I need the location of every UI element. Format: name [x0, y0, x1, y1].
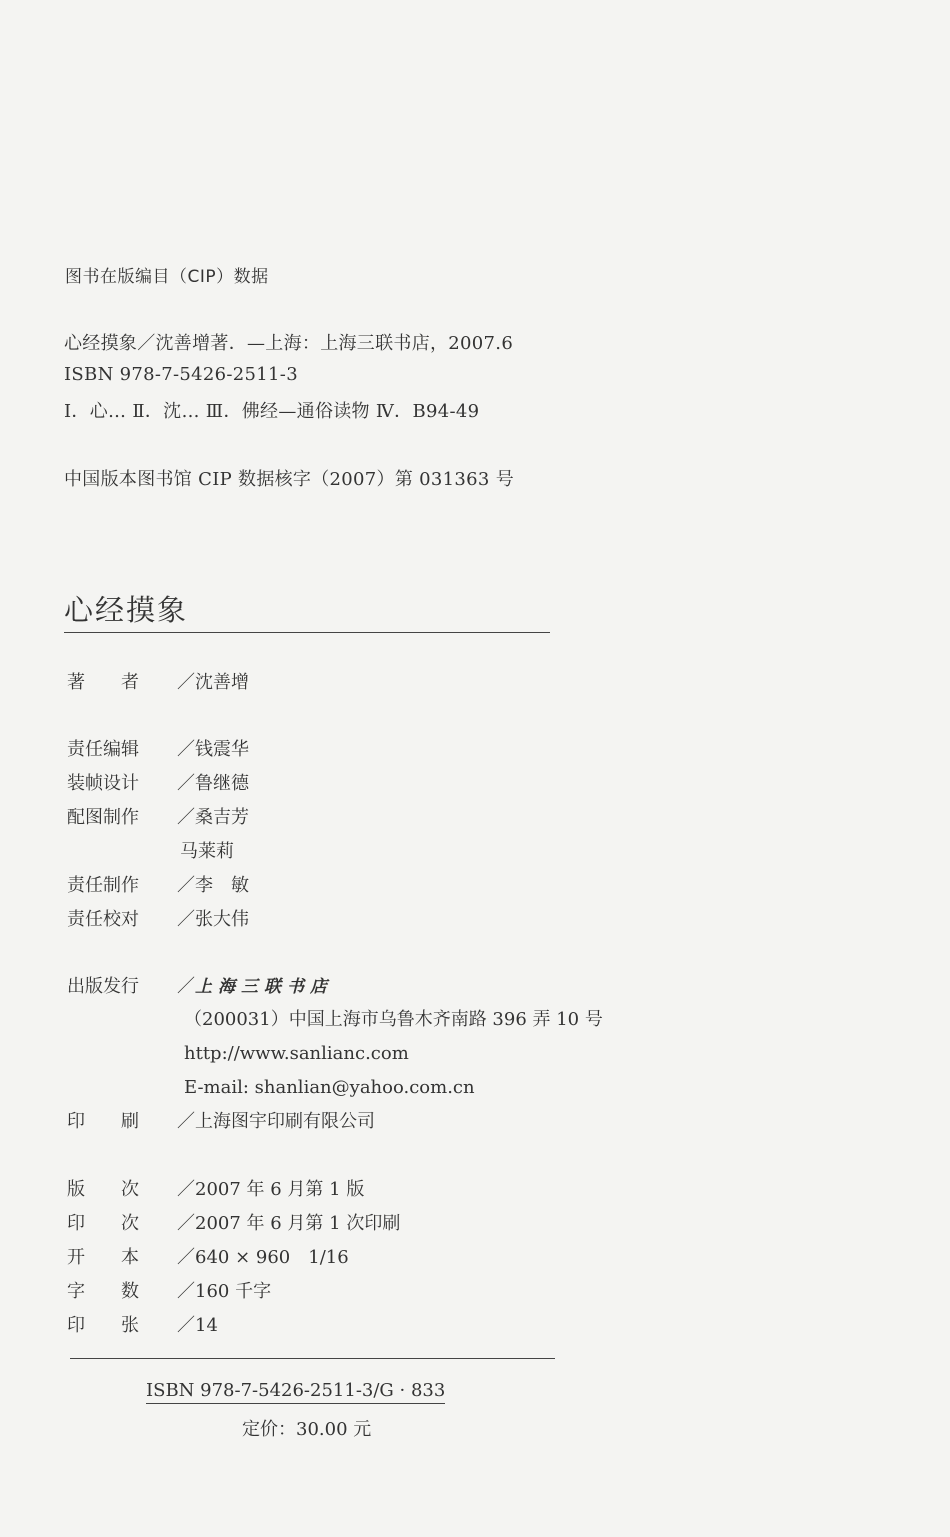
proof-value: 张大伟 — [195, 909, 249, 930]
illustration-row — [67, 806, 249, 830]
sheets-row — [67, 1314, 218, 1338]
illustration-value-2: 马莱莉 — [180, 841, 234, 862]
title-block — [64, 592, 550, 633]
cip-heading: 图书在版编目（CIP）数据 — [65, 267, 269, 287]
format-value: 640 × 960 1/16 — [195, 1247, 349, 1268]
printer-label: 印 刷 — [67, 1111, 139, 1132]
publisher-row — [67, 975, 333, 999]
separator: ／ — [177, 1213, 195, 1234]
separator: ／ — [177, 773, 195, 794]
separator: ／ — [177, 1179, 195, 1200]
words-label: 字 数 — [67, 1281, 139, 1302]
footer-isbn: ISBN 978-7-5426-2511-3/G · 833 — [146, 1380, 445, 1404]
words-row — [67, 1280, 271, 1304]
author-row — [67, 671, 249, 695]
footer-price: 定价：30.00 元 — [242, 1419, 372, 1440]
design-label: 装帧设计 — [67, 773, 139, 794]
edition-value: 2007 年 6 月第 1 版 — [195, 1179, 365, 1200]
cip-line-classification: Ⅰ．心… Ⅱ．沈… Ⅲ．佛经—通俗读物 Ⅳ．B94-49 — [64, 401, 480, 422]
bottom-divider — [70, 1358, 555, 1359]
edition-label: 版 次 — [67, 1179, 139, 1200]
publisher-logo: 上海三联书店 — [195, 977, 333, 997]
separator: ／ — [177, 1281, 195, 1302]
sheets-value: 14 — [195, 1315, 218, 1336]
production-label: 责任制作 — [67, 875, 139, 896]
illustration-label: 配图制作 — [67, 807, 139, 828]
design-row — [67, 772, 249, 796]
illustration-value: 桑吉芳 — [195, 807, 249, 828]
sheets-label: 印 张 — [67, 1315, 139, 1336]
editor-row — [67, 738, 249, 762]
design-value: 鲁继德 — [195, 773, 249, 794]
proof-row — [67, 908, 249, 932]
printing-value: 2007 年 6 月第 1 次印刷 — [195, 1213, 401, 1234]
printing-label: 印 次 — [67, 1213, 139, 1234]
format-label: 开 本 — [67, 1247, 139, 1268]
printer-row — [67, 1110, 375, 1134]
proof-label: 责任校对 — [67, 909, 139, 930]
separator: ／ — [177, 976, 195, 997]
editor-value: 钱震华 — [195, 739, 249, 760]
production-row — [67, 874, 249, 898]
separator: ／ — [177, 807, 195, 828]
publisher-address: （200031）中国上海市乌鲁木齐南路 396 弄 10 号 — [184, 1009, 603, 1030]
edition-row — [67, 1178, 364, 1202]
format-row — [67, 1246, 349, 1270]
publisher-website: http://www.sanlianc.com — [184, 1043, 409, 1064]
separator: ／ — [177, 1111, 195, 1132]
separator: ／ — [177, 909, 195, 930]
publisher-email: E-mail: shanlian@yahoo.com.cn — [184, 1077, 475, 1098]
words-value: 160 千字 — [195, 1281, 272, 1302]
separator: ／ — [177, 875, 195, 896]
author-label: 著 者 — [67, 672, 139, 693]
separator: ／ — [177, 672, 195, 693]
cip-line-isbn: ISBN 978-7-5426-2511-3 — [64, 364, 298, 385]
separator: ／ — [177, 1247, 195, 1268]
separator: ／ — [177, 1315, 195, 1336]
editor-label: 责任编辑 — [67, 739, 139, 760]
author-value: 沈善增 — [195, 672, 249, 693]
printing-row — [67, 1212, 400, 1236]
cip-line-record: 中国版本图书馆 CIP 数据核字（2007）第 031363 号 — [64, 469, 515, 490]
production-value: 李 敏 — [195, 875, 249, 896]
book-title: 心经摸象 — [64, 593, 189, 627]
publisher-label: 出版发行 — [67, 976, 139, 997]
cip-line-title: 心经摸象／沈善增著．—上海：上海三联书店，2007.6 — [64, 333, 514, 354]
printer-value: 上海图宇印刷有限公司 — [195, 1111, 375, 1132]
separator: ／ — [177, 739, 195, 760]
